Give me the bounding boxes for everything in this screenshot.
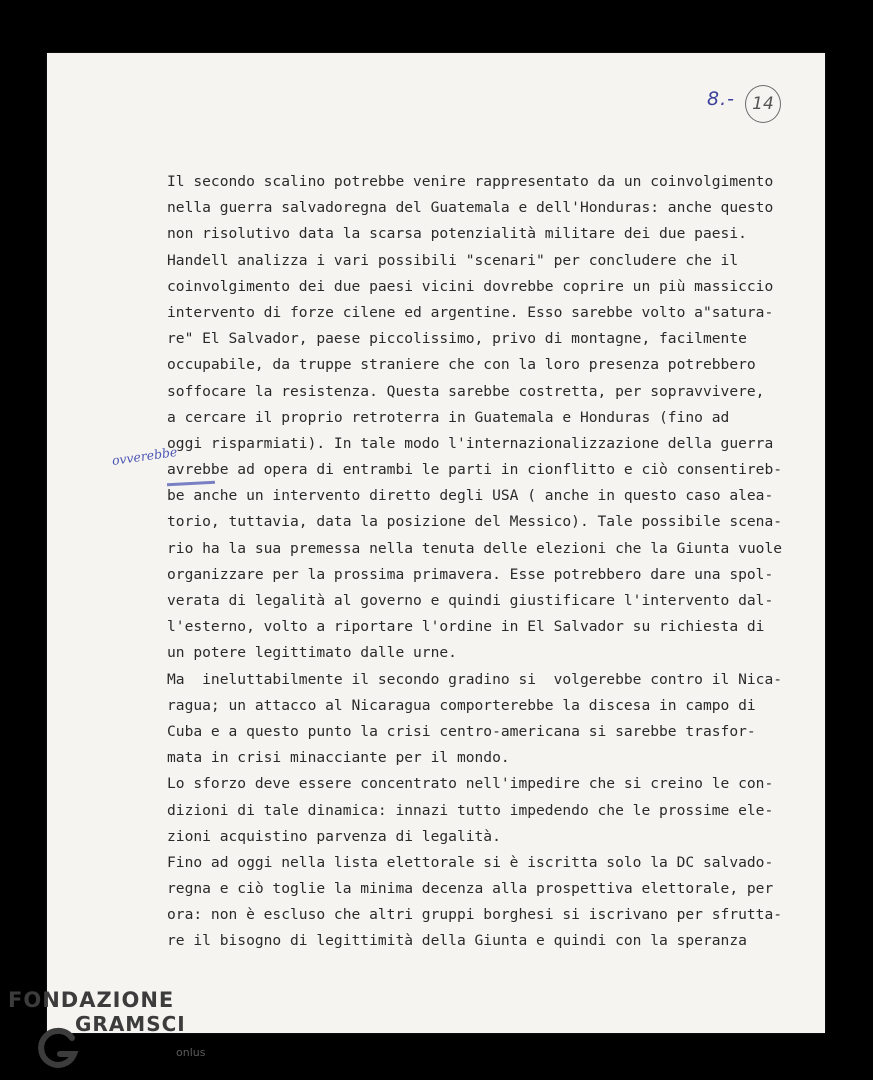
text-line: oggi risparmiati). In tale modo l'internazionalizzazione della guerra	[167, 434, 774, 452]
text-line: nella guerra salvadoregna del Guatemala e dell'Honduras: anche questo	[167, 199, 774, 217]
watermark-subtitle: GRAMSCI	[75, 1012, 186, 1036]
text-line: organizzare per la prossima primavera. Esse potrebbero dare una spol-	[167, 565, 774, 583]
text-line: zioni acquistino parvenza di legalità.	[167, 827, 501, 845]
text-line: torio, tuttavia, data la posizione del Messico). Tale possibile scena-	[167, 513, 783, 531]
text-line: Ma ineluttabilmente il secondo gradino si volgerebbe contro il Nica-	[167, 670, 783, 688]
text-line: mata in crisi minacciante per il mondo.	[167, 749, 510, 767]
typewritten-body	[167, 169, 817, 955]
text-line: avrebbe ad opera di entrambi le parti in cionflitto e ciò consentireb-	[167, 461, 783, 479]
text-line: Handell analizza i vari possibili "scenari" per concludere che il	[167, 251, 739, 269]
text-line: Fino ad oggi nella lista elettorale si è iscritta solo la DC salvado-	[167, 853, 774, 871]
page-number: 8.-	[707, 88, 735, 110]
circled-page-number: 14	[745, 85, 781, 123]
text-line: Lo sforzo deve essere concentrato nell'impedire che si creino le con-	[167, 775, 774, 793]
text-line: be anche un intervento diretto degli USA ( anche in questo caso alea-	[167, 487, 774, 505]
fondazione-logo-icon	[34, 1024, 80, 1070]
watermark-onlus: onlus	[176, 1046, 206, 1059]
text-line: Il secondo scalino potrebbe venire rappresentato da un coinvolgimento	[167, 173, 774, 190]
text-line: occupabile, da truppe straniere che con la loro presenza potrebbero	[167, 356, 756, 374]
text-line: re" El Salvador, paese piccolissimo, privo di montagne, facilmente	[167, 330, 747, 348]
text-line: l'esterno, volto a riportare l'ordine in El Salvador su richiesta di	[167, 618, 765, 636]
watermark-title: FONDAZIONE	[8, 988, 175, 1012]
text-line: rio ha la sua premessa nella tenuta delle elezioni che la Giunta vuole	[167, 539, 783, 557]
text-line: non risolutivo data la scarsa potenzialità militare dei due paesi.	[167, 225, 747, 243]
handwritten-margin-note: ovverebbe	[110, 443, 179, 468]
text-line: un potere legittimato dalle urne.	[167, 644, 457, 662]
text-line: dizioni di tale dinamica: innazi tutto impedendo che le prossime ele-	[167, 801, 774, 819]
text-line: ragua; un attacco al Nicaragua comporterebbe la discesa in campo di	[167, 696, 756, 714]
text-line: verata di legalità al governo e quindi giustificare l'intervento dal-	[167, 592, 774, 609]
text-line: Cuba e a questo punto la crisi centro-americana si sarebbe trasfor-	[167, 722, 756, 740]
text-line: intervento di forze cilene ed argentine. Esso sarebbe volto a"satura-	[167, 303, 774, 321]
text-line: soffocare la resistenza. Questa sarebbe costretta, per sopravvivere,	[167, 382, 765, 400]
text-line: re il bisogno di legittimità della Giunta e quindi con la speranza	[167, 932, 747, 950]
document-page	[47, 53, 825, 1033]
text-line: a cercare il proprio retroterra in Guatemala e Honduras (fino ad	[167, 408, 730, 426]
text-line: ora: non è escluso che altri gruppi borghesi si iscrivano per sfrutta-	[167, 906, 783, 924]
text-line: coinvolgimento dei due paesi vicini dovrebbe coprire un più massiccio	[167, 277, 774, 295]
text-line: regna e ciò toglie la minima decenza alla prospettiva elettorale, per	[167, 880, 774, 898]
